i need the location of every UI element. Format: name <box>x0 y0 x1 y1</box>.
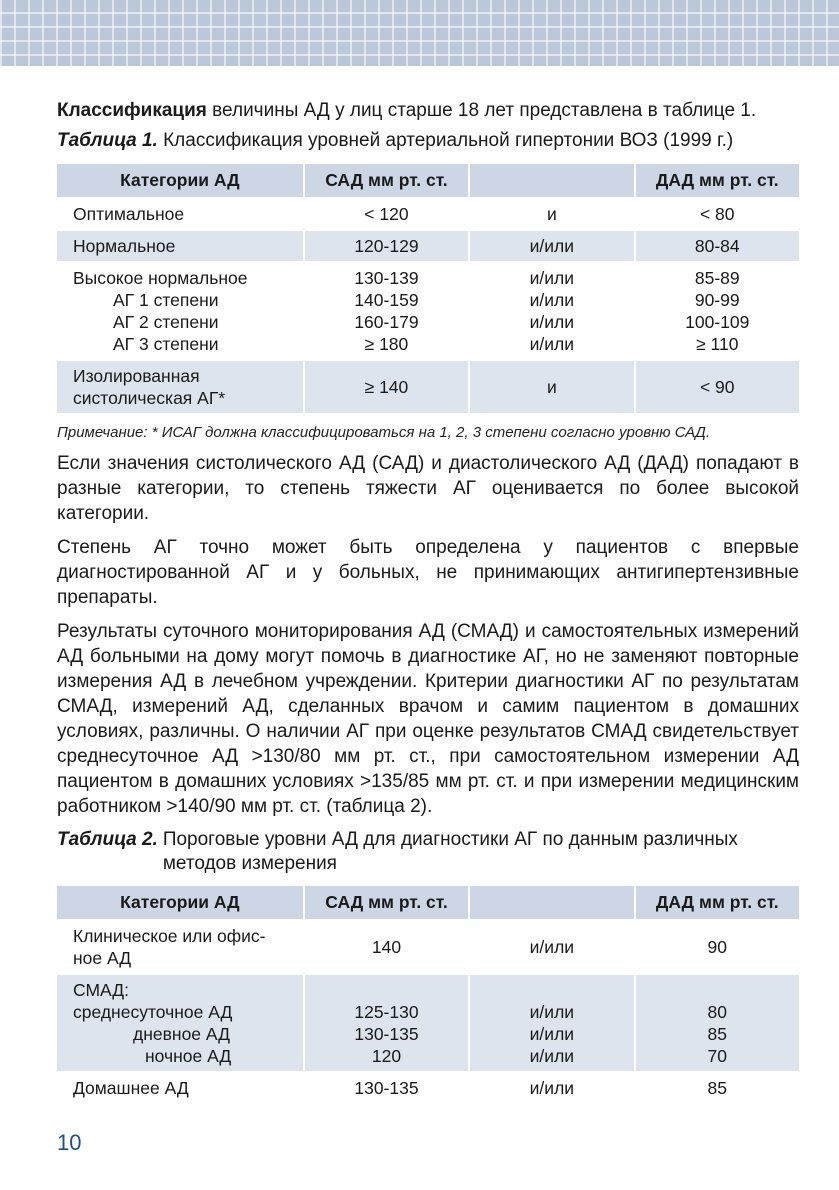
table-row <box>57 920 799 974</box>
dad-cell: < 90 <box>635 360 799 413</box>
table-row <box>57 198 799 230</box>
category-cell: Нормальное <box>57 230 304 262</box>
table1-header-dad: ДАД мм рт. ст. <box>635 164 799 198</box>
table1-caption: Таблица 1. Классификация уровней артериальной гипертонии ВОЗ (1999 г.) <box>57 130 734 151</box>
table1 <box>57 164 799 413</box>
category-cell: Домашнее АД <box>57 1072 304 1103</box>
table2-header-dad: ДАД мм рт. ст. <box>635 886 799 920</box>
page-number: 10 <box>57 1130 82 1155</box>
table2-header-blank <box>469 886 634 920</box>
conjunction-cell: и/или <box>469 1072 634 1103</box>
sad-cell: ≥ 140 <box>304 360 469 413</box>
table1-note: Примечание: * ИСАГ должна классифицироваться на 1, 2, 3 степени согласно уровню САД. <box>57 424 710 441</box>
dad-cell: 85 <box>635 1072 799 1103</box>
table2-header-sad: САД мм рт. ст. <box>304 886 469 920</box>
dad-cell: 80-84 <box>635 230 799 262</box>
sad-cell: 120-129 <box>304 230 469 262</box>
sad-cell: < 120 <box>304 198 469 230</box>
paragraph: Если значения систолического АД (САД) и диастолического АД (ДАД) попадают в разные категории, то степень тяжести АГ оценивается по более высокой категории. <box>57 453 799 524</box>
category-cell: Оптимальное <box>57 198 304 230</box>
conjunction-cell: и <box>469 360 634 413</box>
table2-header-category: Категории АД <box>57 886 304 920</box>
dad-cell: 85-89 90-99 100-109 ≥ 110 <box>635 262 799 360</box>
table2-caption: Таблица 2. Пороговые уровни АД для диагностики АГ по данным различных методов измерения <box>57 829 738 874</box>
category-cell: Изолированная систолическая АГ* <box>57 360 304 413</box>
dad-cell: < 80 <box>635 198 799 230</box>
table1-header-blank <box>469 164 634 198</box>
table2 <box>57 886 799 1103</box>
conjunction-cell: и/или <box>469 920 634 974</box>
table2-header-row <box>57 886 799 920</box>
table-row <box>57 262 799 360</box>
conjunction-cell: и/или <box>469 230 634 262</box>
sad-cell: 130-139 140-159 160-179 ≥ 180 <box>304 262 469 360</box>
table-row <box>57 230 799 262</box>
table1-header-row <box>57 164 799 198</box>
conjunction-cell: и <box>469 198 634 230</box>
category-cell: Клиническое или офис- ное АД <box>57 920 304 974</box>
paragraph: Степень АГ точно может быть определена у пациентов с впервые диагностированной АГ и у больных, не принимающих антигипертензивные препараты. <box>57 537 799 608</box>
category-cell: Высокое нормальное АГ 1 степени АГ 2 степени АГ 3 степени <box>57 262 304 360</box>
category-cell: СМАД: среднесуточное АД дневное АД ночное АД <box>57 974 304 1072</box>
table-row <box>57 360 799 413</box>
table1-header-sad: САД мм рт. ст. <box>304 164 469 198</box>
dad-cell: 90 <box>635 920 799 974</box>
intro-paragraph: Классификация величины АД у лиц старше 18 лет представлена в таблице 1. <box>57 100 757 121</box>
paragraph: Результаты суточного мониторирования АД (СМАД) и самостоятельных измерений АД больными на дому могут помочь в диагностике АГ, но не заменяют повторные измерения АД в лечебном учреждении. Критерии диагностики АГ по результатам СМАД, измерений АД, сделанных врачом и самим пациентом в домашних условиях, различны. О наличии АГ при оценке результатов СМАД свидетельствует среднесуточное АД >130/80 мм рт. ст., при самостоятельном измерении АД пациентом в домашних условиях >135/85 мм рт. ст. и при измерении медицинским работником >140/90 мм рт. ст. (таблица 2). <box>57 621 799 817</box>
table1-header-category: Категории АД <box>57 164 304 198</box>
sad-cell: 140 <box>304 920 469 974</box>
header-pattern-band <box>0 0 839 66</box>
table-row <box>57 1072 799 1103</box>
conjunction-cell: и/или и/или и/или и/или <box>469 262 634 360</box>
conjunction-cell: и/или и/или и/или <box>469 974 634 1072</box>
dad-cell: 80 85 70 <box>635 974 799 1072</box>
page-content <box>57 98 799 1103</box>
table-row <box>57 974 799 1072</box>
sad-cell: 130-135 <box>304 1072 469 1103</box>
sad-cell: 125-130 130-135 120 <box>304 974 469 1072</box>
